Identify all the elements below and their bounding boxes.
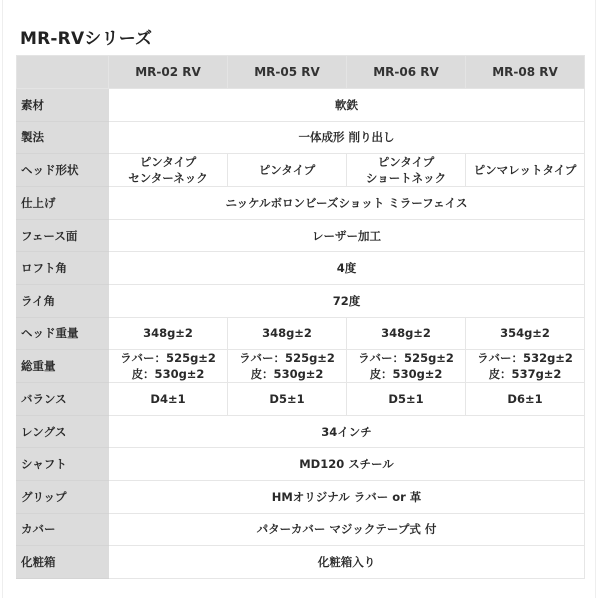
- cell-mr02: 348g±2: [109, 317, 228, 350]
- row-label: 素材: [17, 89, 109, 122]
- header-model-mr06: MR-06 RV: [347, 56, 466, 89]
- cell-mr02: D4±1: [109, 383, 228, 416]
- cell-mr02: [109, 350, 228, 383]
- row-label: ライ角: [17, 284, 109, 317]
- cell-line: 皮：537g±2: [488, 367, 562, 382]
- header-model-mr08: MR-08 RV: [466, 56, 585, 89]
- row-finish: [17, 187, 585, 220]
- row-total-weight: [17, 350, 585, 383]
- row-label: ヘッド形状: [17, 154, 109, 187]
- row-label: レングス: [17, 415, 109, 448]
- cell-line: ラバー：525g±2: [358, 351, 454, 366]
- row-lie: [17, 284, 585, 317]
- row-value: 軟鉄: [109, 89, 585, 122]
- row-value: 化粧箱入り: [109, 546, 585, 579]
- row-value: パターカバー マジックテープ式 付: [109, 513, 585, 546]
- row-head-shape: [17, 154, 585, 187]
- cell-mr08: 354g±2: [466, 317, 585, 350]
- row-length: [17, 415, 585, 448]
- cell-mr08: [466, 350, 585, 383]
- row-gift-box: [17, 546, 585, 579]
- row-value: 4度: [109, 252, 585, 285]
- row-value: 34インチ: [109, 415, 585, 448]
- row-grip: [17, 480, 585, 513]
- header-model-mr02: MR-02 RV: [109, 56, 228, 89]
- cell-mr05: D5±1: [228, 383, 347, 416]
- row-value: レーザー加工: [109, 219, 585, 252]
- row-value: MD120 スチール: [109, 448, 585, 481]
- cell-mr06: 348g±2: [347, 317, 466, 350]
- row-value: HMオリジナル ラバー or 革: [109, 480, 585, 513]
- cell-mr08: D6±1: [466, 383, 585, 416]
- row-label: フェース面: [17, 219, 109, 252]
- cell-mr05: [228, 154, 347, 187]
- row-loft: [17, 252, 585, 285]
- cell-line: ピンタイプ: [377, 155, 435, 170]
- row-shaft: [17, 448, 585, 481]
- row-label: ロフト角: [17, 252, 109, 285]
- cell-line: ピンタイプ: [139, 155, 197, 170]
- cell-line: ピンマレットタイプ: [473, 163, 577, 178]
- row-label: シャフト: [17, 448, 109, 481]
- cell-mr06: [347, 154, 466, 187]
- cell-line: 皮：530g±2: [131, 367, 205, 382]
- row-label: カバー: [17, 513, 109, 546]
- row-material: [17, 89, 585, 122]
- row-head-weight: [17, 317, 585, 350]
- cell-mr08: [466, 154, 585, 187]
- row-value: 72度: [109, 284, 585, 317]
- cell-mr02: [109, 154, 228, 187]
- header-model-mr05: MR-05 RV: [228, 56, 347, 89]
- header-corner: [17, 56, 109, 89]
- cell-line: ピンタイプ: [258, 163, 316, 178]
- cell-mr06: [347, 350, 466, 383]
- row-label: 仕上げ: [17, 187, 109, 220]
- row-label: グリップ: [17, 480, 109, 513]
- row-label: 製法: [17, 121, 109, 154]
- row-face: [17, 219, 585, 252]
- row-cover: [17, 513, 585, 546]
- row-value: ニッケルボロンビーズショット ミラーフェイス: [109, 187, 585, 220]
- cell-mr06: D5±1: [347, 383, 466, 416]
- cell-line: 皮：530g±2: [369, 367, 443, 382]
- row-label: 総重量: [17, 350, 109, 383]
- cell-line: センターネック: [128, 171, 208, 186]
- cell-line: ラバー：525g±2: [120, 351, 216, 366]
- row-manufacturing: [17, 121, 585, 154]
- page-title: MR-RVシリーズ: [20, 29, 153, 49]
- header-row: [17, 56, 585, 89]
- row-label: バランス: [17, 383, 109, 416]
- cell-mr05: [228, 350, 347, 383]
- cell-mr05: 348g±2: [228, 317, 347, 350]
- row-label: ヘッド重量: [17, 317, 109, 350]
- row-label: 化粧箱: [17, 546, 109, 579]
- spec-table: [16, 55, 585, 579]
- cell-line: 皮：530g±2: [250, 367, 324, 382]
- cell-line: ラバー：525g±2: [239, 351, 335, 366]
- cell-line: ラバー：532g±2: [477, 351, 573, 366]
- row-value: 一体成形 削り出し: [109, 121, 585, 154]
- row-balance: [17, 383, 585, 416]
- cell-line: ショートネック: [365, 171, 447, 186]
